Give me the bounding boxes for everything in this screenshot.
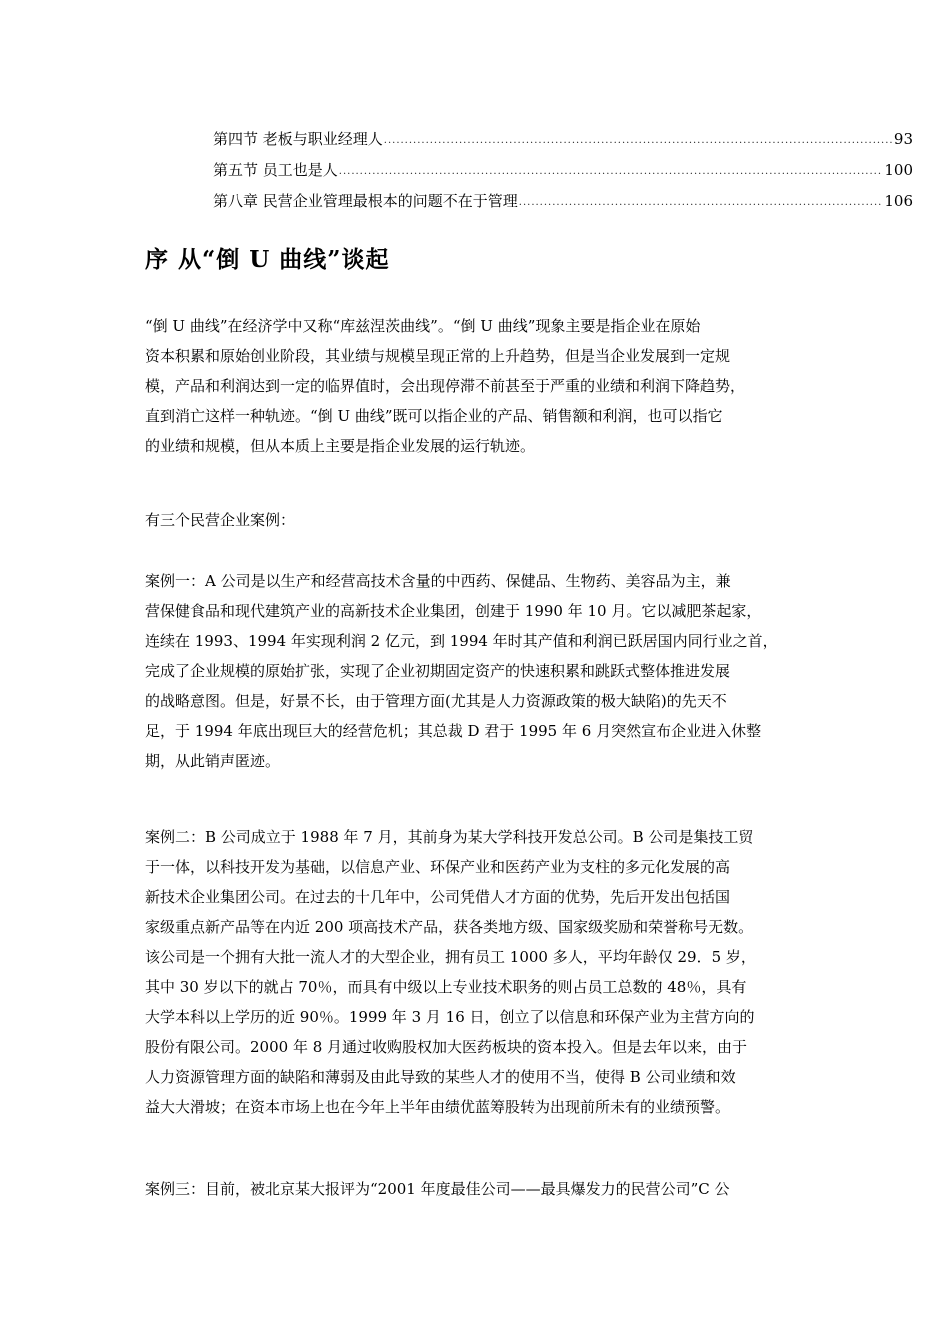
toc-entry-label: 第五节 员工也是人 [213, 161, 338, 179]
text-line: 案例一：A 公司是以生产和经营高技术含量的中西药、保健品、生物药、美容品为主，兼 [145, 572, 731, 590]
paragraph-case-one [145, 566, 825, 776]
text-line: 家级重点新产品等在内近 200 项高技术产品，获各类地方级、国家级奖励和荣誉称号无数。 [145, 918, 754, 936]
table-of-contents [213, 124, 913, 217]
text-line: 期，从此销声匿迹。 [145, 752, 281, 770]
text-line: 案例二：B 公司成立于 1988 年 7 月，其前身为某大学科技开发总公司。B 公司是集技工贸 [145, 828, 754, 846]
text-line: 股份有限公司。2000 年 8 月通过收购股权加大医药板块的资本投入。但是去年以来，由于 [145, 1038, 748, 1056]
text-line: 完成了企业规模的原始扩张，实现了企业初期固定资产的快速积累和跳跃式整体推进发展 [145, 662, 731, 680]
text-line: “倒 U 曲线”在经济学中又称“库兹涅茨曲线”。“倒 U 曲线”现象主要是指企业在原始 [145, 317, 701, 335]
text-line: 人力资源管理方面的缺陷和薄弱及由此导致的某些人才的使用不当，使得 B 公司业绩和效 [145, 1068, 736, 1086]
toc-entry-page: 100 [884, 161, 913, 179]
toc-entry-label: 第四节 老板与职业经理人 [213, 130, 383, 148]
text-line: 连续在 1993、1994 年实现利润 2 亿元，到 1994 年时其产值和利润已跃居国内同行业之首， [145, 632, 778, 650]
section-heading: 序 从“倒 U 曲线”谈起 [145, 246, 390, 273]
text-line: 营保健食品和现代建筑产业的高新技术企业集团，创建于 1990 年 10 月。它以减肥茶起家， [145, 602, 762, 620]
text-line: 于一体，以科技开发为基础，以信息产业、环保产业和医药产业为支柱的多元化发展的高 [145, 858, 731, 876]
text-line: 大学本科以上学历的近 90％。1999 年 3 月 16 日，创立了以信息和环保产业为主营方向的 [145, 1008, 755, 1026]
toc-leader-dots [384, 125, 893, 156]
toc-entry[interactable] [213, 155, 913, 186]
toc-leader-dots [339, 156, 884, 187]
text-line: 益大大滑坡；在资本市场上也在今年上半年由绩优蓝筹股转为出现前所未有的业绩预警。 [145, 1098, 731, 1116]
text-line: 其中 30 岁以下的就占 70％，而具有中级以上专业技术职务的则占员工总数的 48％，具有 [145, 978, 747, 996]
toc-entry-label: 第八章 民营企业管理最根本的问题不在于管理 [213, 192, 518, 210]
text-line: 新技术企业集团公司。在过去的十几年中，公司凭借人才方面的优势，先后开发出包括国 [145, 888, 731, 906]
text-line: 的业绩和规模，但从本质上主要是指企业发展的运行轨迹。 [145, 437, 536, 455]
paragraph-case-two [145, 822, 825, 1122]
text-line: 资本积累和原始创业阶段，其业绩与规模呈现正常的上升趋势，但是当企业发展到一定规 [145, 347, 731, 365]
paragraph-case-three [145, 1174, 825, 1204]
text-line: 有三个民营企业案例： [145, 511, 296, 529]
toc-entry[interactable] [213, 124, 913, 155]
toc-entry-page: 106 [884, 192, 913, 210]
text-line: 该公司是一个拥有大批一流人才的大型企业，拥有员工 1000 多人，平均年龄仅 29．5 岁， [145, 948, 756, 966]
toc-entry[interactable] [213, 186, 913, 217]
paragraph-cases-intro [145, 505, 825, 535]
toc-leader-dots [519, 187, 884, 218]
text-line: 模，产品和利润达到一定的临界值时，会出现停滞不前甚至于严重的业绩和利润下降趋势， [145, 377, 746, 395]
text-line: 直到消亡这样一种轨迹。“倒 U 曲线”既可以指企业的产品、销售额和利润，也可以指它 [145, 407, 723, 425]
text-line: 的战略意图。但是，好景不长，由于管理方面(尤其是人力资源政策的极大缺陷)的先天不 [145, 692, 727, 710]
paragraph-inverted-u-definition [145, 311, 825, 461]
text-line: 案例三：目前，被北京某大报评为“2001 年度最佳公司——最具爆发力的民营公司”C 公 [145, 1180, 730, 1198]
toc-entry-page: 93 [893, 130, 913, 148]
text-line: 足，于 1994 年底出现巨大的经营危机；其总裁 D 君于 1995 年 6 月突然宣布企业进入休整 [145, 722, 762, 740]
